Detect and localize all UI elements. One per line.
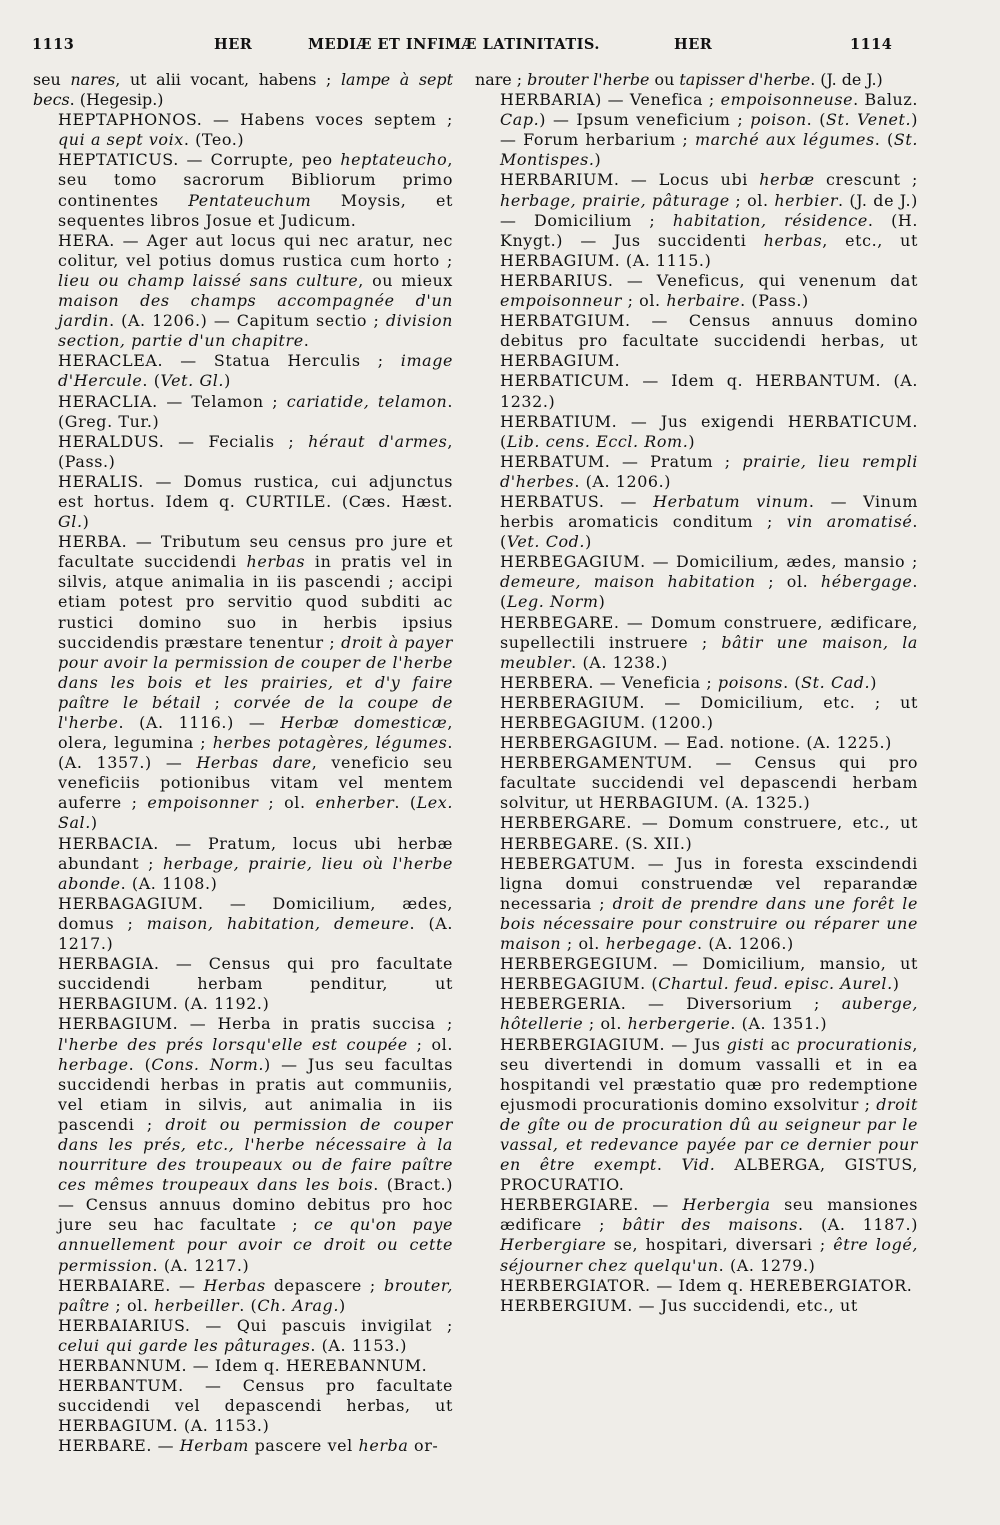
dictionary-entry: HEBERGERIA. — Diversorium ; auberge, hôtellerie ; ol. herbergerie. (A. 1351.): [500, 994, 918, 1034]
dictionary-entry: HERBA. — Tributum seu census pro jure et facultate succidendi herbas in pratis vel in silvis, atque animalia in iis pascendi ; accipi etiam potest pro servitio quod subditi ac rustici domino suo in herbis ipsius succidendis præstare tenentur ; droit à payer pour avoir la permission de couper de l'herbe dans les bois et les prairies, et d'y faire paître le bétail ; corvée de la coupe de l'herbe. (A. 1116.) — Herbæ domesticæ, olera, legumina ; herbes potagères, légumes. (A. 1357.) — Herbas dare, veneficio seu veneficiis potionibus vitam vel mentem auferre ; empoisonner ; ol. enherber. (Lex. Sal.): [58, 532, 454, 833]
dictionary-entry: HERBATUS. — Herbatum vinum. — Vinum herbis aromaticis conditum ; vin aromatisé. (Vet. Cod.): [500, 491, 918, 552]
dictionary-entry: HERBARIA) — Venefica ; empoisonneuse. Baluz. Cap.) — Ipsum veneficium ; poison. (St. Venet.) — Forum herbarium ; marché aux légumes. (St. Montispes.): [500, 90, 919, 170]
dictionary-entry: HERBACIA. — Pratum, locus ubi herbæ abundant ; herbage, prairie, lieu où l'herbe abonde. (A. 1108.): [58, 833, 453, 893]
dictionary-entry: HERBATIUM. — Jus exigendi HERBATICUM. (Lib. cens. Eccl. Rom.): [500, 411, 918, 451]
dictionary-entry: HERBANNUM. — Idem q. HEREBANNUM.: [58, 1356, 428, 1375]
left-column: [33, 70, 453, 1456]
dictionary-entry: HERBAGAGIUM. — Domicilium, ædes, domus ; maison, habitation, demeure. (A. 1217.): [58, 893, 453, 954]
dictionary-entry: HERBARE. — Herbam pascere vel herba or-: [58, 1436, 439, 1456]
dictionary-entry: HERACLIA. — Telamon ; cariatide, telamon. (Greg. Tur.): [58, 391, 454, 431]
dictionary-entry: HERALDUS. — Fecialis ; héraut d'armes, (Pass.): [58, 431, 453, 471]
dictionary-entry: HERBERGIUM. — Jus succidendi, etc., ut: [500, 1295, 858, 1315]
dictionary-entry: nare ; brouter l'herbe ou tapisser d'herbe. (J. de J.): [475, 70, 883, 89]
page-header: [28, 30, 972, 58]
dictionary-entry: HERBERGIARE. — Herbergia seu mansiones ædificare ; bâtir des maisons. (A. 1187.) Herbergiare se, hospitari, diversari ; être logé, séjourner chez quelqu'un. (A. 1279.): [500, 1195, 919, 1275]
dictionary-entry: HERBEGARE. — Domum construere, ædificare, supellectili instruere ; bâtir une maison, la meubler. (A. 1238.): [500, 612, 918, 672]
right-column: [475, 70, 918, 1316]
right-running-head: HER: [674, 36, 713, 53]
center-running-title: MEDIÆ ET INFIMÆ LATINITATIS.: [308, 36, 600, 53]
dictionary-entry: HERBANTUM. — Census pro facultate succidendi vel depascendi herbas, ut HERBAGIUM. (A. 1153.): [58, 1376, 453, 1436]
dictionary-entry: HERBERGAGIUM. — Ead. notione. (A. 1225.): [500, 733, 892, 753]
dictionary-entry: HERBATUM. — Pratum ; prairie, lieu rempli d'herbes. (A. 1206.): [500, 451, 918, 491]
dictionary-entry: HERACLEA. — Statua Herculis ; image d'Hercule. (Vet. Gl.): [58, 351, 453, 391]
dictionary-entry: HEBERGATUM. — Jus in foresta exscindendi ligna domui construendæ vel reparandæ necessaria ; droit de prendre dans une forêt le bois nécessaire pour construire ou réparer une maison ; ol. herbegage. (A. 1206.): [500, 853, 918, 954]
dictionary-entry: HERBAIARIUS. — Qui pascuis invigilat ; celui qui garde les pâturages. (A. 1153.): [58, 1315, 453, 1355]
dictionary-entry: seu nares, ut alii vocant, habens ; lampe à sept becs. (Hegesip.): [33, 70, 453, 110]
left-running-head: HER: [214, 36, 253, 53]
dictionary-entry: HERBATICUM. — Idem q. HERBANTUM. (A. 1232.): [500, 371, 918, 411]
dictionary-entry: HERBARIUS. — Veneficus, qui venenum dat empoisonneur ; ol. herbaire. (Pass.): [500, 270, 918, 311]
dictionary-entry: HERA. — Ager aut locus qui nec aratur, nec colitur, vel potius domus rustica cum horto ; lieu ou champ laissé sans culture, ou mieux maison des champs accompagnée d'un jardin. (A. 1206.) — Capitum sectio ; division section, partie d'un chapitre.: [58, 230, 453, 351]
right-page-number: 1114: [850, 36, 893, 53]
dictionary-entry: HERBERAGIUM. — Domicilium, etc. ; ut HERBEGAGIUM. (1200.): [500, 692, 918, 732]
dictionary-entry: HERBATGIUM. — Census annuus domino debitus pro facultate succidendi herbas, ut HERBAGIUM.: [500, 311, 918, 371]
dictionary-entry: HERBERGEGIUM. — Domicilium, mansio, ut HERBEGAGIUM. (Chartul. feud. episc. Aurel.): [500, 954, 918, 994]
dictionary-entry: HERBERGARE. — Domum construere, etc., ut HERBEGARE. (S. XII.): [500, 813, 918, 853]
dictionary-entry: HERBAIARE. — Herbas depascere ; brouter, paître ; ol. herbeiller. (Ch. Arag.): [58, 1275, 453, 1315]
dictionary-entry: HEPTATICUS. — Corrupte, peo heptateucho, seu tomo sacrorum Bibliorum primo continentes Pentateuchum Moysis, et sequentes libros Josue et Judicum.: [58, 150, 453, 230]
dictionary-entry: HERBARIUM. — Locus ubi herbæ crescunt ; herbage, prairie, pâturage ; ol. herbier. (J. de J.) — Domicilium ; habitation, résidence. (H. Knygt.) — Jus succidenti herbas, etc., ut HERBAGIUM. (A. 1115.): [500, 170, 918, 270]
dictionary-entry: HERBERA. — Veneficia ; poisons. (St. Cad.): [500, 672, 878, 692]
dictionary-entry: HERBAGIA. — Census qui pro facultate succidendi herbam penditur, ut HERBAGIUM. (A. 1192.): [58, 954, 453, 1014]
dictionary-entry: HERBERGAMENTUM. — Census qui pro facultate succidendi vel depascendi herbam solvitur, ut HERBAGIUM. (A. 1325.): [500, 753, 918, 813]
dictionary-entry: HERBAGIUM. — Herba in pratis succisa ; l'herbe des prés lorsqu'elle est coupée ; ol. herbage. (Cons. Norm.) — Jus seu facultas succidendi herbas in pratis aut communiis, vel etiam in silvis, aut animalia in iis pascendi ; droit ou permission de couper dans les prés, etc., l'herbe nécessaire à la nourriture des troupeaux ou de faire paître ces mêmes troupeaux dans les bois. (Bract.) — Census annuus domino debitus pro hoc jure seu hac facultate ; ce qu'on paye annuellement pour avoir ce droit ou cette permission. (A. 1217.): [58, 1014, 454, 1275]
dictionary-entry: HERBEGAGIUM. — Domicilium, ædes, mansio ; demeure, maison habitation ; ol. hébergage. (Leg. Norm): [500, 552, 918, 612]
dictionary-entry: HEPTAPHONOS. — Habens voces septem ; qui a sept voix. (Teo.): [58, 110, 453, 150]
dictionary-entry: HERALIS. — Domus rustica, cui adjunctus est hortus. Idem q. CURTILE. (Cæs. Hæst. Gl.): [58, 471, 453, 532]
dictionary-entry: HERBERGIAGIUM. — Jus gisti ac procurationis, seu divertendi in domum vassalli et in ea hospitandi vel præstatio quæ pro redemptione ejusmodi procurationis domino exsolvitur ; droit de gîte ou de procuration dû au seigneur par le vassal, et redevance payée par ce dernier pour en être exempt. Vid. ALBERGA, GISTUS, PROCURATIO.: [500, 1034, 919, 1195]
dictionary-entry: HERBERGIATOR. — Idem q. HEREBERGIATOR.: [500, 1275, 913, 1295]
left-page-number: 1113: [32, 36, 75, 53]
